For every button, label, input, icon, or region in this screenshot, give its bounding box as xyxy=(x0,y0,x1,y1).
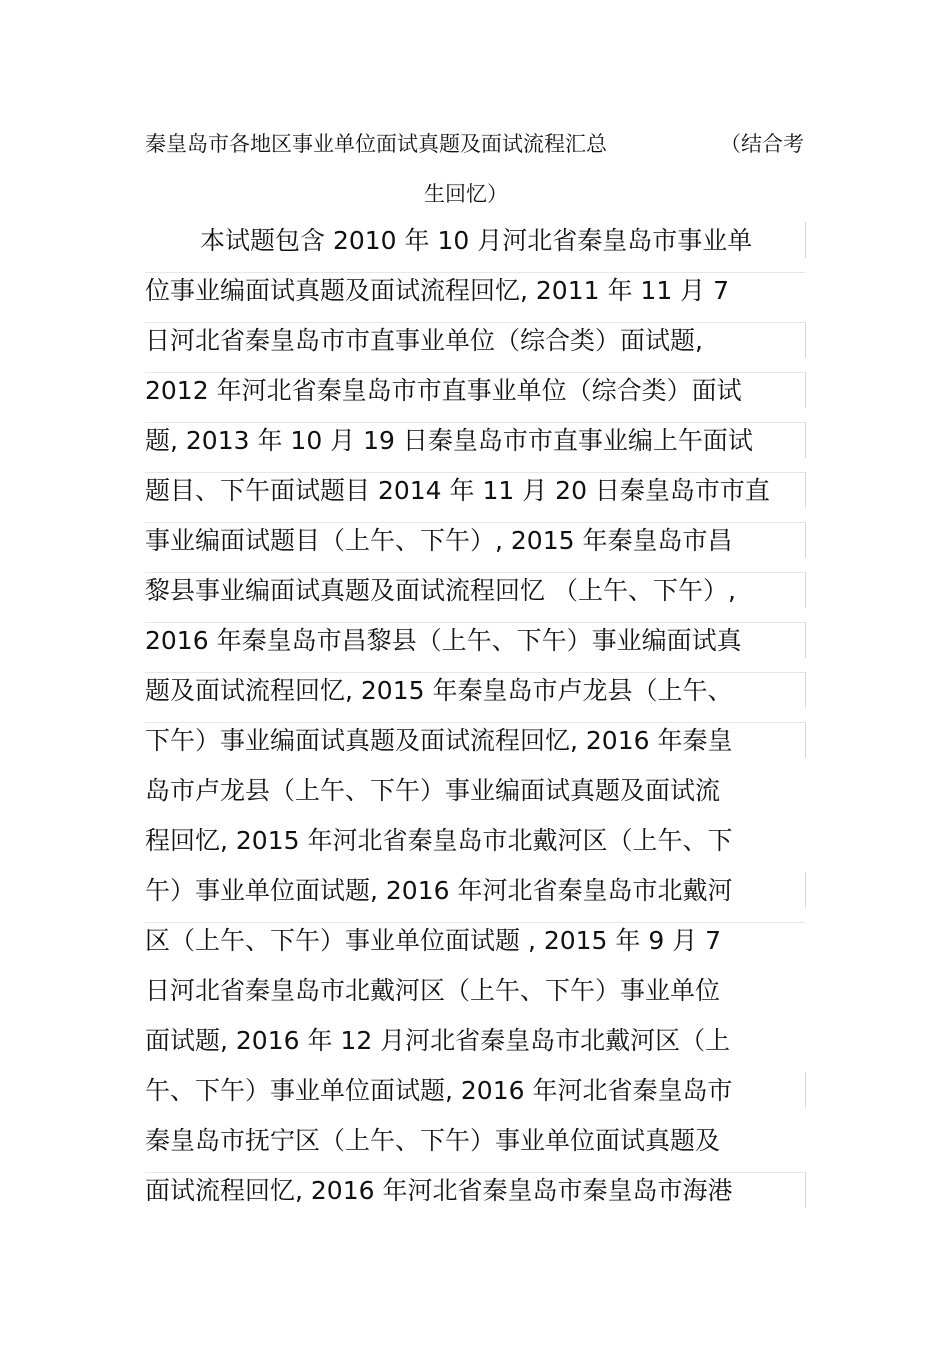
right-margin-rule xyxy=(805,422,806,458)
right-margin-rule xyxy=(805,1172,806,1208)
text-line: 下午）事业编面试真题及面试流程回忆, 2016 年秦皇 xyxy=(145,716,805,766)
text-line: 岛市卢龙县（上午、下午）事业编面试真题及面试流 xyxy=(145,776,721,805)
text-line: 黎县事业编面试真题及面试流程回忆 （上午、下午）, xyxy=(145,566,805,616)
right-margin-rule xyxy=(805,222,806,258)
text-line: 本试题包含 2010 年 10 月河北省秦皇岛市事业单 xyxy=(200,226,753,255)
document-title-end: 生回忆） xyxy=(424,182,508,206)
text-line: 程回忆, 2015 年河北省秦皇岛市北戴河区（上午、下 xyxy=(145,826,733,855)
text-line: 事业编面试题目（上午、下午）, 2015 年秦皇岛市昌 xyxy=(145,516,805,566)
text-line: 午、下午）事业单位面试题, 2016 年河北省秦皇岛市 xyxy=(145,1076,733,1105)
text-line: 日河北省秦皇岛市北戴河区（上午、下午）事业单位 xyxy=(145,976,721,1005)
right-margin-rule xyxy=(805,322,806,358)
document-body xyxy=(145,216,805,1216)
text-line: 题, 2013 年 10 月 19 日秦皇岛市市直事业编上午面试 xyxy=(145,416,805,466)
right-margin-rule xyxy=(805,472,806,508)
right-margin-rule xyxy=(805,372,806,408)
document-title-continued: （结合考 xyxy=(720,132,804,156)
right-margin-rule xyxy=(805,1072,806,1108)
right-margin-rule xyxy=(805,672,806,708)
right-margin-rule xyxy=(805,572,806,608)
text-line: 秦皇岛市抚宁区（上午、下午）事业单位面试真题及 xyxy=(145,1126,721,1155)
text-line: 2016 年秦皇岛市昌黎县（上午、下午）事业编面试真 xyxy=(145,616,805,666)
text-line: 面试流程回忆, 2016 年河北省秦皇岛市秦皇岛市海港 xyxy=(145,1166,805,1216)
text-line: 题目、下午面试题目 2014 年 11 月 20 日秦皇岛市市直 xyxy=(145,466,805,516)
right-margin-rule xyxy=(805,522,806,558)
right-margin-rule xyxy=(805,872,806,908)
text-line: 区（上午、下午）事业单位面试题 , 2015 年 9 月 7 xyxy=(145,916,805,966)
text-line: 位事业编面试真题及面试流程回忆, 2011 年 11 月 7 xyxy=(145,266,805,316)
right-margin-rule xyxy=(805,622,806,658)
text-line: 面试题, 2016 年 12 月河北省秦皇岛市北戴河区（上 xyxy=(145,1026,731,1055)
text-line: 2012 年河北省秦皇岛市市直事业单位（综合类）面试 xyxy=(145,366,805,416)
document-title: 秦皇岛市各地区事业单位面试真题及面试流程汇总 xyxy=(145,132,607,156)
text-line: 午）事业单位面试题, 2016 年河北省秦皇岛市北戴河 xyxy=(145,876,733,905)
text-line: 题及面试流程回忆, 2015 年秦皇岛市卢龙县（上午、 xyxy=(145,666,805,716)
right-margin-rule xyxy=(805,722,806,758)
text-line: 日河北省秦皇岛市市直事业单位（综合类）面试题, xyxy=(145,316,805,366)
